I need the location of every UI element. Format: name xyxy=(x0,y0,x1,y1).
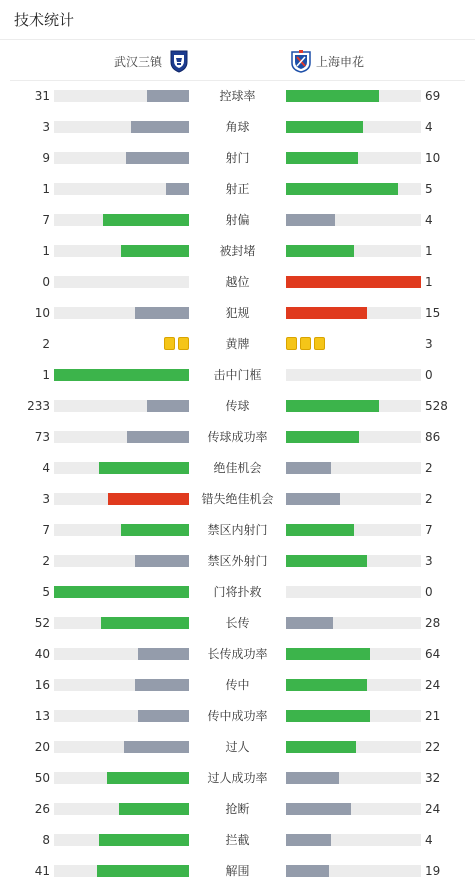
away-bar-track xyxy=(286,152,421,164)
home-value: 1 xyxy=(42,244,50,258)
home-value: 2 xyxy=(42,337,50,351)
stat-label: 传中成功率 xyxy=(207,709,268,723)
home-team-logo-icon xyxy=(168,49,190,73)
away-bar-fill xyxy=(286,679,367,691)
away-bar-track xyxy=(286,524,421,536)
home-bar-fill xyxy=(126,152,189,164)
away-value: 3 xyxy=(425,337,433,351)
away-value: 19 xyxy=(425,864,441,878)
away-bar-track xyxy=(286,648,421,660)
team-header xyxy=(10,40,465,81)
away-bar-track xyxy=(286,245,421,257)
away-bar-fill xyxy=(286,400,379,412)
home-bar-fill xyxy=(54,369,189,381)
stat-label: 被封堵 xyxy=(219,244,256,258)
away-value: 21 xyxy=(425,709,441,723)
away-yellow-cards xyxy=(286,337,325,350)
away-bar-fill xyxy=(286,90,379,102)
home-bar-fill xyxy=(135,307,189,319)
stat-row xyxy=(0,81,475,112)
home-value: 20 xyxy=(34,740,50,754)
home-bar-track xyxy=(54,524,189,536)
stat-row xyxy=(0,639,475,670)
stat-row xyxy=(0,143,475,174)
away-bar-fill xyxy=(286,772,339,784)
stat-label: 过人成功率 xyxy=(207,771,268,785)
stat-label: 射门 xyxy=(225,151,250,165)
away-bar-fill xyxy=(286,214,335,226)
stat-row xyxy=(0,732,475,763)
stat-row xyxy=(0,422,475,453)
home-bar-fill xyxy=(138,710,189,722)
stat-row xyxy=(0,670,475,701)
away-bar-track xyxy=(286,834,421,846)
home-value: 4 xyxy=(42,461,50,475)
home-bar-track xyxy=(54,493,189,505)
away-bar-track xyxy=(286,369,421,381)
home-bar-fill xyxy=(147,90,189,102)
home-value: 3 xyxy=(42,492,50,506)
away-bar-track xyxy=(286,803,421,815)
stat-row xyxy=(0,205,475,236)
away-bar-fill xyxy=(286,648,370,660)
away-bar-fill xyxy=(286,524,354,536)
home-team-name: 武汉三镇 xyxy=(113,54,162,69)
home-bar-track xyxy=(54,648,189,660)
home-bar-track xyxy=(54,865,189,877)
away-bar-fill xyxy=(286,245,354,257)
away-bar-track xyxy=(286,183,421,195)
home-value: 73 xyxy=(34,430,50,444)
away-value: 2 xyxy=(425,461,433,475)
stat-row xyxy=(0,701,475,732)
home-bar-fill xyxy=(54,586,189,598)
away-value: 4 xyxy=(425,120,433,134)
home-value: 1 xyxy=(42,182,50,196)
away-value: 22 xyxy=(425,740,441,754)
stat-row xyxy=(0,360,475,391)
away-value: 4 xyxy=(425,833,433,847)
away-value: 0 xyxy=(425,368,433,382)
stat-label: 绝佳机会 xyxy=(213,461,262,475)
stat-row xyxy=(0,484,475,515)
home-bar-fill xyxy=(135,555,189,567)
stats-list xyxy=(0,81,475,887)
away-team-logo-icon xyxy=(290,49,312,73)
home-bar-fill xyxy=(101,617,189,629)
stat-label: 禁区外射门 xyxy=(207,554,268,568)
home-bar-track xyxy=(54,710,189,722)
stat-row xyxy=(0,391,475,422)
home-bar-fill xyxy=(99,834,189,846)
away-bar-track xyxy=(286,121,421,133)
away-bar-fill xyxy=(286,152,358,164)
home-bar-track xyxy=(54,90,189,102)
home-bar-track xyxy=(54,462,189,474)
home-value: 16 xyxy=(34,678,50,692)
away-value: 7 xyxy=(425,523,433,537)
stat-label: 击中门框 xyxy=(213,368,262,382)
home-bar-track xyxy=(54,152,189,164)
home-bar-fill xyxy=(147,400,189,412)
home-team[interactable] xyxy=(114,49,190,73)
away-team-name: 上海申花 xyxy=(316,54,365,69)
home-value: 10 xyxy=(34,306,50,320)
stat-label: 传中 xyxy=(225,678,250,692)
home-bar-track xyxy=(54,121,189,133)
away-value: 2 xyxy=(425,492,433,506)
home-value: 26 xyxy=(34,802,50,816)
yellow-card-icon xyxy=(286,337,297,350)
stat-label: 黄牌 xyxy=(225,337,250,351)
away-team[interactable] xyxy=(290,49,364,73)
home-value: 233 xyxy=(27,399,50,413)
stat-row xyxy=(0,267,475,298)
away-value: 0 xyxy=(425,585,433,599)
home-value: 8 xyxy=(42,833,50,847)
stat-row xyxy=(0,825,475,856)
home-value: 50 xyxy=(34,771,50,785)
stat-row xyxy=(0,515,475,546)
home-bar-track xyxy=(54,307,189,319)
stat-row xyxy=(0,577,475,608)
stat-row xyxy=(0,236,475,267)
home-value: 7 xyxy=(42,523,50,537)
home-value: 5 xyxy=(42,585,50,599)
away-bar-fill xyxy=(286,121,363,133)
home-value: 1 xyxy=(42,368,50,382)
stat-label: 解围 xyxy=(225,864,250,878)
home-value: 3 xyxy=(42,120,50,134)
home-bar-track xyxy=(54,183,189,195)
away-value: 24 xyxy=(425,678,441,692)
home-bar-track xyxy=(54,586,189,598)
home-value: 0 xyxy=(42,275,50,289)
away-bar-fill xyxy=(286,462,331,474)
home-bar-fill xyxy=(119,803,189,815)
home-yellow-cards xyxy=(164,337,189,350)
stat-label: 长传 xyxy=(225,616,250,630)
stat-label: 控球率 xyxy=(219,89,256,103)
home-bar-track xyxy=(54,555,189,567)
away-bar-track xyxy=(286,431,421,443)
stat-label: 长传成功率 xyxy=(207,647,268,661)
home-value: 9 xyxy=(42,151,50,165)
home-bar-fill xyxy=(131,121,189,133)
home-bar-track xyxy=(54,400,189,412)
stat-label: 错失绝佳机会 xyxy=(201,492,274,506)
stat-label: 门将扑救 xyxy=(213,585,262,599)
stat-row xyxy=(0,329,475,360)
away-bar-track xyxy=(286,710,421,722)
away-value: 4 xyxy=(425,213,433,227)
stat-label: 传球 xyxy=(225,399,250,413)
away-value: 10 xyxy=(425,151,441,165)
away-bar-fill xyxy=(286,834,331,846)
away-bar-fill xyxy=(286,741,356,753)
away-value: 3 xyxy=(425,554,433,568)
home-value: 40 xyxy=(34,647,50,661)
away-bar-fill xyxy=(286,431,359,443)
home-bar-track xyxy=(54,214,189,226)
home-bar-track xyxy=(54,834,189,846)
stat-label: 射偏 xyxy=(225,213,250,227)
home-bar-fill xyxy=(99,462,189,474)
stat-label: 拦截 xyxy=(225,833,250,847)
away-bar-fill xyxy=(286,493,340,505)
away-bar-fill xyxy=(286,307,367,319)
away-bar-track xyxy=(286,555,421,567)
away-bar-fill xyxy=(286,710,370,722)
home-bar-fill xyxy=(97,865,189,877)
home-bar-fill xyxy=(103,214,189,226)
away-bar-track xyxy=(286,586,421,598)
away-bar-track xyxy=(286,400,421,412)
stat-label: 犯规 xyxy=(225,306,250,320)
away-value: 32 xyxy=(425,771,441,785)
home-value: 13 xyxy=(34,709,50,723)
stat-row xyxy=(0,794,475,825)
home-bar-fill xyxy=(166,183,189,195)
home-bar-fill xyxy=(108,493,189,505)
stat-row xyxy=(0,856,475,887)
home-bar-fill xyxy=(138,648,189,660)
away-value: 1 xyxy=(425,275,433,289)
stat-row xyxy=(0,546,475,577)
away-bar-fill xyxy=(286,617,333,629)
home-bar-track xyxy=(54,276,189,288)
away-bar-track xyxy=(286,741,421,753)
home-bar-fill xyxy=(135,679,189,691)
yellow-card-icon xyxy=(164,337,175,350)
yellow-card-icon xyxy=(314,337,325,350)
home-bar-track xyxy=(54,369,189,381)
section-title: 技术统计 xyxy=(0,0,475,40)
stat-label: 抢断 xyxy=(225,802,250,816)
away-bar-track xyxy=(286,679,421,691)
away-value: 28 xyxy=(425,616,441,630)
home-value: 41 xyxy=(34,864,50,878)
home-value: 52 xyxy=(34,616,50,630)
away-value: 24 xyxy=(425,802,441,816)
home-bar-track xyxy=(54,741,189,753)
home-bar-fill xyxy=(121,524,189,536)
home-bar-track xyxy=(54,617,189,629)
home-value: 31 xyxy=(34,89,50,103)
away-bar-fill xyxy=(286,183,398,195)
away-bar-track xyxy=(286,214,421,226)
away-bar-fill xyxy=(286,803,351,815)
stat-row xyxy=(0,608,475,639)
home-bar-fill xyxy=(121,245,189,257)
home-bar-track xyxy=(54,772,189,784)
home-bar-fill xyxy=(124,741,189,753)
away-value: 64 xyxy=(425,647,441,661)
away-bar-track xyxy=(286,276,421,288)
away-bar-track xyxy=(286,772,421,784)
away-value: 69 xyxy=(425,89,441,103)
away-value: 15 xyxy=(425,306,441,320)
stat-label: 传球成功率 xyxy=(207,430,268,444)
away-bar-track xyxy=(286,865,421,877)
home-bar-track xyxy=(54,431,189,443)
stat-row xyxy=(0,763,475,794)
home-bar-track xyxy=(54,245,189,257)
away-bar-fill xyxy=(286,276,421,288)
yellow-card-icon xyxy=(300,337,311,350)
away-value: 86 xyxy=(425,430,441,444)
stat-row xyxy=(0,453,475,484)
stat-row xyxy=(0,174,475,205)
away-bar-track xyxy=(286,307,421,319)
home-bar-track xyxy=(54,803,189,815)
home-bar-fill xyxy=(107,772,189,784)
stat-label: 射正 xyxy=(225,182,250,196)
away-bar-track xyxy=(286,462,421,474)
stat-label: 禁区内射门 xyxy=(207,523,268,537)
stat-row xyxy=(0,112,475,143)
stat-row xyxy=(0,298,475,329)
away-value: 528 xyxy=(425,399,448,413)
home-value: 2 xyxy=(42,554,50,568)
away-bar-fill xyxy=(286,555,367,567)
away-bar-track xyxy=(286,617,421,629)
away-bar-fill xyxy=(286,865,329,877)
home-bar-fill xyxy=(127,431,189,443)
away-bar-track xyxy=(286,493,421,505)
away-bar-track xyxy=(286,90,421,102)
yellow-card-icon xyxy=(178,337,189,350)
away-value: 5 xyxy=(425,182,433,196)
stat-label: 过人 xyxy=(225,740,250,754)
home-bar-track xyxy=(54,679,189,691)
stat-label: 越位 xyxy=(225,275,250,289)
away-value: 1 xyxy=(425,244,433,258)
home-value: 7 xyxy=(42,213,50,227)
stat-label: 角球 xyxy=(225,120,250,134)
